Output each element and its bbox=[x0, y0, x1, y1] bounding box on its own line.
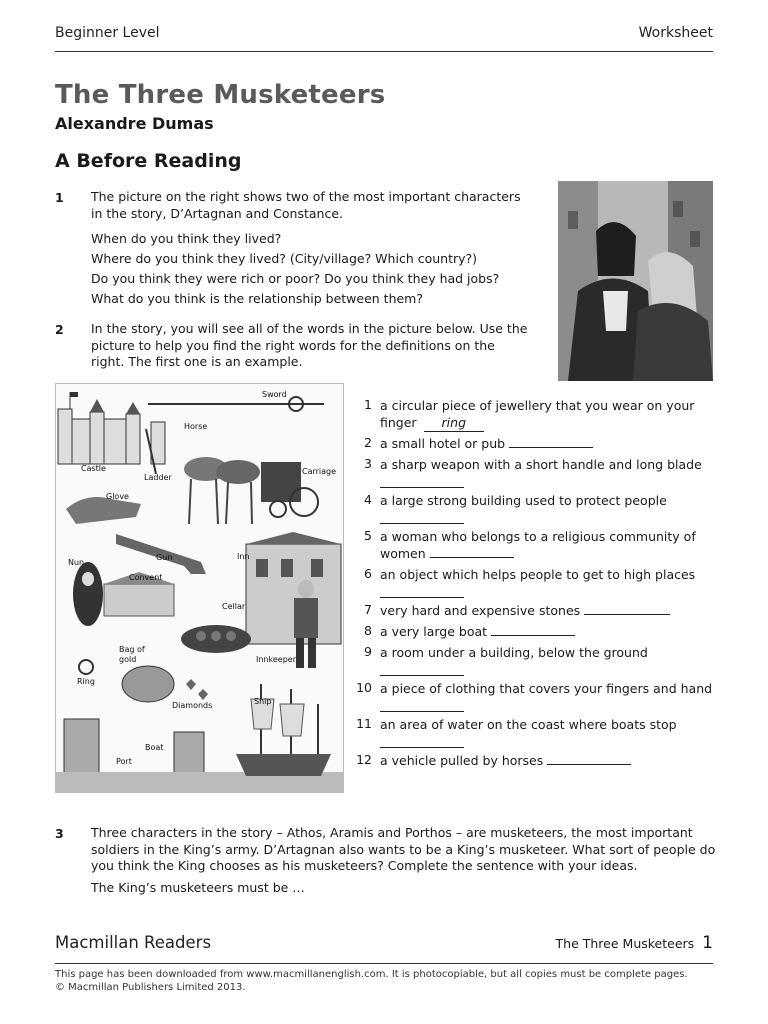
page-number: 1 bbox=[702, 933, 713, 953]
question-3-prompt: The King’s musketeers must be … bbox=[91, 880, 305, 895]
answer-blank[interactable] bbox=[547, 752, 631, 765]
definition-number: 8 bbox=[364, 623, 372, 638]
definition-text: a small hotel or pub bbox=[380, 436, 506, 451]
download-notice: This page has been downloaded from www.macmillanenglish.com. It is photocopiable, but all copies must be complete pages. bbox=[55, 969, 688, 980]
answer-blank[interactable] bbox=[509, 435, 593, 448]
picture-label: Castle bbox=[81, 464, 106, 473]
picture-label: Carriage bbox=[302, 467, 337, 476]
definition-number: 11 bbox=[356, 716, 372, 731]
example-answer[interactable]: ring bbox=[424, 414, 484, 432]
definition-text: a circular piece of jewellery that you wear on your bbox=[380, 398, 695, 413]
definition-number: 6 bbox=[364, 566, 372, 581]
picture-label: Diamonds bbox=[172, 701, 213, 710]
definition-number: 12 bbox=[356, 752, 372, 767]
answer-blank[interactable] bbox=[380, 473, 464, 488]
picture-label: Ladder bbox=[144, 473, 172, 482]
definition-number: 4 bbox=[364, 492, 372, 507]
footer-rule bbox=[55, 963, 713, 964]
answer-blank[interactable] bbox=[584, 602, 670, 615]
copyright-notice bbox=[55, 968, 715, 994]
picture-label: Sword bbox=[262, 390, 287, 399]
author-name: Alexandre Dumas bbox=[55, 114, 214, 133]
footer-book-info bbox=[556, 933, 713, 953]
question-number: 1 bbox=[55, 190, 64, 205]
answer-blank[interactable] bbox=[380, 583, 464, 598]
question-1-list bbox=[91, 229, 531, 309]
definition-text-cont: women bbox=[380, 546, 426, 561]
picture-label: Boat bbox=[145, 743, 164, 752]
question-number: 3 bbox=[55, 826, 64, 841]
definition-number: 1 bbox=[364, 397, 372, 412]
answer-blank[interactable] bbox=[430, 545, 514, 558]
answer-blank[interactable] bbox=[491, 623, 575, 636]
picture-label: Ship bbox=[254, 697, 272, 706]
picture-label: Glove bbox=[106, 492, 129, 501]
definition-text: very hard and expensive stones bbox=[380, 603, 581, 618]
definition-number: 10 bbox=[356, 680, 372, 695]
definition-text: a sharp weapon with a short handle and long blade bbox=[380, 457, 702, 472]
definitions-list bbox=[352, 397, 714, 769]
page-title: The Three Musketeers bbox=[55, 80, 386, 110]
question-number: 2 bbox=[55, 322, 64, 337]
definition-item bbox=[352, 680, 714, 712]
picture-label: Innkeeper bbox=[256, 655, 296, 664]
definition-item bbox=[352, 602, 714, 619]
picture-label: Gun bbox=[156, 553, 173, 562]
copyright-line: © Macmillan Publishers Limited 2013. bbox=[55, 982, 246, 993]
question-3-text: Three characters in the story – Athos, Aramis and Porthos – are musketeers, the most important soldiers in the King’s army. D’Artagnan also wants to be a King’s musketeer. What sort of people do you think the King chooses as his musketeers? Complete the sentence with your ideas. bbox=[91, 825, 716, 873]
picture-label: Ring bbox=[77, 677, 95, 686]
question-1-intro: The picture on the right shows two of the most important characters in the story, D’Artagnan and Constance. bbox=[91, 189, 521, 221]
picture-label: Convent bbox=[129, 573, 163, 582]
answer-blank[interactable] bbox=[380, 697, 464, 712]
definition-text: a room under a building, below the ground bbox=[380, 645, 648, 660]
definition-item bbox=[352, 528, 714, 562]
publisher-brand: Macmillan Readers bbox=[55, 933, 212, 952]
definition-text: a piece of clothing that covers your fingers and hand bbox=[380, 681, 713, 696]
level-label: Beginner Level bbox=[55, 25, 160, 41]
worksheet-label: Worksheet bbox=[638, 25, 713, 41]
picture-label: Nun bbox=[68, 558, 85, 567]
definition-item bbox=[352, 492, 714, 524]
answer-blank[interactable] bbox=[380, 733, 464, 748]
definition-item bbox=[352, 566, 714, 598]
question-line: Do you think they were rich or poor? Do you think they had jobs? bbox=[91, 271, 500, 286]
definition-text: a vehicle pulled by horses bbox=[380, 753, 544, 768]
question-line: Where do you think they lived? (City/village? Which country?) bbox=[91, 251, 478, 266]
definition-text: a large strong building used to protect people bbox=[380, 493, 667, 508]
section-heading: A Before Reading bbox=[55, 150, 242, 172]
definition-item bbox=[352, 752, 714, 769]
header-rule bbox=[55, 51, 713, 52]
definition-item bbox=[352, 456, 714, 488]
picture-label: Horse bbox=[184, 422, 208, 431]
definition-item bbox=[352, 716, 714, 748]
definition-item bbox=[352, 623, 714, 640]
characters-photo bbox=[558, 181, 713, 381]
picture-label: Bag of bbox=[119, 645, 145, 654]
picture-label: Cellar bbox=[222, 602, 246, 611]
answer-blank[interactable] bbox=[380, 661, 464, 676]
definition-item bbox=[352, 644, 714, 676]
definition-text: an object which helps people to get to high places bbox=[380, 567, 696, 582]
question-2-intro: In the story, you will see all of the words in the picture below. Use the picture to help you find the right words for the definitions on the right. The first one is an example. bbox=[91, 321, 528, 369]
definition-item bbox=[352, 435, 714, 452]
footer-book-title: The Three Musketeers bbox=[555, 936, 695, 951]
picture-label: Inn bbox=[237, 552, 250, 561]
question-line: When do you think they lived? bbox=[91, 231, 282, 246]
definition-number: 5 bbox=[364, 528, 372, 543]
vocabulary-picture bbox=[55, 383, 344, 793]
definition-item bbox=[352, 397, 714, 432]
definition-number: 7 bbox=[364, 602, 372, 617]
definition-text: a woman who belongs to a religious community of bbox=[380, 529, 696, 544]
definition-number: 3 bbox=[364, 456, 372, 471]
picture-label: Port bbox=[116, 757, 132, 766]
picture-label: gold bbox=[119, 655, 137, 664]
definition-text: a very large boat bbox=[380, 624, 488, 639]
definition-number: 2 bbox=[364, 435, 372, 450]
definition-text: an area of water on the coast where boats stop bbox=[380, 717, 677, 732]
definition-text-cont: finger bbox=[380, 415, 417, 430]
definition-number: 9 bbox=[364, 644, 372, 659]
question-line: What do you think is the relationship between them? bbox=[91, 291, 423, 306]
answer-blank[interactable] bbox=[380, 509, 464, 524]
